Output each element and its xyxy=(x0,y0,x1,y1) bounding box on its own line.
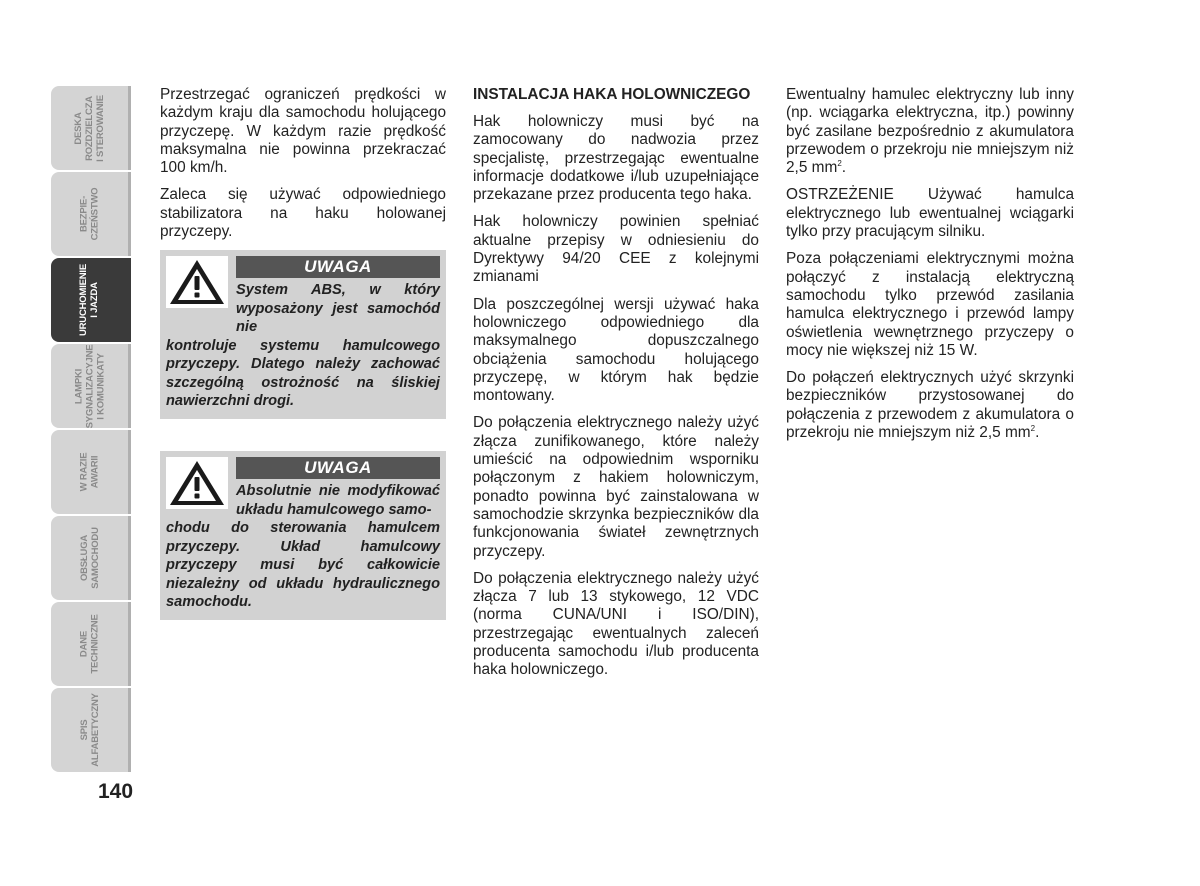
warning-triangle-icon xyxy=(166,457,228,509)
warning-text-first: Absolutnie nie modyfikować układu hamulcowego samo- xyxy=(236,483,440,518)
paragraph: Zaleca się używać odpowiedniego stabilizatora na haku holowanej przyczepy. xyxy=(160,186,446,241)
section-heading: INSTALACJA HAKA HOLOWNICZEGO xyxy=(473,86,751,103)
paragraph: Hak holowniczy musi być na zamocowany do nadwozia przez specjalistę, przestrzegając ewentualne informacje dodatkowe i/lub uzupełniające przekazane przez producenta tego haka. xyxy=(473,113,759,204)
paragraph: Hak holowniczy powinien spełniać aktualne przepisy w odniesieniu do Dyrektywy 94/20 CEE z kolejnymi zmianami xyxy=(473,213,759,286)
tab-label: LAMPKI SYGNALIZACYJNE I KOMUNIKATY xyxy=(73,344,106,428)
paragraph xyxy=(786,369,1074,442)
tab-obsluga-samochodu[interactable] xyxy=(51,516,131,600)
warning-box-brakes xyxy=(160,451,446,620)
tab-deska-rozdzielcza[interactable] xyxy=(51,86,131,170)
tab-label: DANE TECHNICZNE xyxy=(78,614,101,674)
column-3 xyxy=(786,86,1074,451)
paragraph-end: . xyxy=(841,159,847,177)
paragraph xyxy=(786,86,1074,177)
paragraph-text: Do połączeń elektrycznych użyć skrzynki bezpieczników przystosowanej do połączenia z przewodem z akumulatora o przekroju nie mniejszym niż 2,5 mm xyxy=(786,369,1074,442)
warning-title: UWAGA xyxy=(236,256,440,278)
warning-triangle-icon xyxy=(166,256,228,308)
warning-title: UWAGA xyxy=(236,457,440,479)
tab-uruchomienie-i-jazda[interactable] xyxy=(51,258,131,342)
tab-label: DESKA ROZDZIELCZA I STEROWANIE xyxy=(73,94,106,162)
warning-text-first: System ABS, w który wyposażony jest samochód nie xyxy=(236,282,440,335)
page-number: 140 xyxy=(98,780,134,803)
tab-label: SPIS ALFABETYCZNY xyxy=(78,693,101,767)
warning-text-rest: chodu do sterowania hamulcem przyczepy. Układ hamulcowy przyczepy musi być całkowicie niezależny od układu hydraulicznego samochodu. xyxy=(166,520,440,610)
paragraph-end: . xyxy=(1035,424,1040,442)
paragraph: Przestrzegać ograniczeń prędkości w każdym kraju dla samochodu holującego przyczepę. W każdym razie prędkość maksymalna nie powinna przekraczać 100 km/h. xyxy=(160,86,446,177)
paragraph: Dla poszczególnej wersji używać haka holowniczego odpowiedniego dla maksymalnego dopuszczalnego obciążenia samochodu holującego przyczepę, w którym hak będzie montowany. xyxy=(473,295,759,405)
warning-box-abs xyxy=(160,250,446,419)
tab-w-razie-awarii[interactable] xyxy=(51,430,131,514)
tab-label: W RAZIE AWARII xyxy=(78,452,101,492)
tab-lampki-sygnalizacyjne[interactable] xyxy=(51,344,131,428)
paragraph: Do połączenia elektrycznego należy użyć złącza zunifikowanego, które należy umieścić na odpowiednim wsporniku połączonym z hakiem holowniczym, ponadto powinna być zainstalowana w samochodzie skrzynka bezpieczników dla funkcjonowania świateł zewnętrznych przyczepy. xyxy=(473,414,759,560)
tab-label: OBSŁUGA SAMOCHODU xyxy=(78,527,101,589)
warning-text-rest: kontroluje systemu hamulcowego przyczepy. Dlatego należy zachować szczególną ostrożność na śliskiej nawierzchni drogi. xyxy=(166,337,440,409)
column-1 xyxy=(160,86,446,250)
tab-dane-techniczne[interactable] xyxy=(51,602,131,686)
superscript: 2 xyxy=(1030,423,1036,433)
paragraph-text: Ewentualny hamulec elektryczny lub inny (np. wciągarka elektryczna, itp.) powinny być zasilane bezpośrednio z akumulatora przewodem o przekroju nie mniejszym niż 2,5 mm xyxy=(786,86,1074,177)
paragraph: Do połączenia elektrycznego należy użyć złącza 7 lub 13 stykowego, 12 VDC (norma CUNA/UNI i ISO/DIN), przestrzegając ewentualnych zaleceń producenta samochodu i/lub producenta haka holowniczego. xyxy=(473,569,759,679)
column-2 xyxy=(473,86,759,689)
tab-label: BEZPIE- CZEŃSTWO xyxy=(78,187,101,241)
tab-bezpieczenstwo[interactable] xyxy=(51,172,131,256)
tab-label: URUCHOMIENIE I JAZDA xyxy=(78,263,101,337)
paragraph: OSTRZEŻENIE Używać hamulca elektrycznego lub ewentualnej wciągarki tylko przy pracującym silniku. xyxy=(786,186,1074,241)
superscript: 2 xyxy=(837,159,842,169)
tab-spis-alfabetyczny[interactable] xyxy=(51,688,131,772)
paragraph: Poza połączeniami elektrycznymi można połączyć z instalacją elektryczną samochodu tylko przewód zasilania hamulca elektrycznego i przewód lampy oświetlenia wewnętrznego przyczepy o mocy nie większej niż 15 W. xyxy=(786,250,1074,359)
